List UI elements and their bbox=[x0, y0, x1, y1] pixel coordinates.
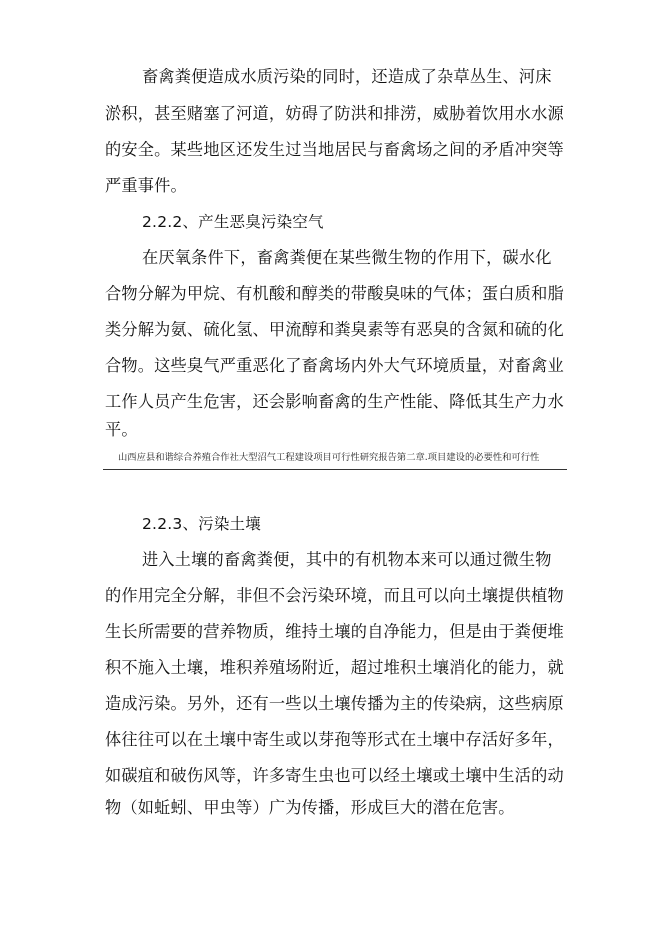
paragraph-line: 淤积，甚至赌塞了河道，妨碍了防洪和排涝，威胁着饮用水水源 bbox=[105, 104, 564, 123]
paragraph-line: 物（如蚯蚓、甲虫等）广为传播，形成巨大的潜在危害。 bbox=[105, 798, 515, 817]
paragraph-line: 类分解为氨、硫化氢、甲流醇和粪臭素等有恶臭的含氮和硫的化 bbox=[105, 320, 564, 339]
paragraph-line: 如碳疽和破伤风等，许多寄生虫也可以经土壤或土壤中生活的动 bbox=[105, 766, 564, 785]
page-footer-text: 山西应县和谐综合养殖合作社大型沼气工程建设项目可行性研究报告第二章.项目建设的必要性和可行性 bbox=[118, 452, 540, 463]
paragraph-line: 在厌氧条件下，畜禽粪便在某些微生物的作用下，碳水化 bbox=[142, 248, 552, 267]
paragraph-line: 进入土壤的畜禽粪便，其中的有机物本来可以通过微生物 bbox=[142, 550, 552, 569]
paragraph-line: 严重事件。 bbox=[105, 176, 187, 195]
paragraph-line: 生长所需要的营养物质，维持土壤的自净能力，但是由于粪便堆 bbox=[105, 622, 564, 641]
paragraph-line: 造成污染。另外，还有一些以土壤传播为主的传染病，这些病原 bbox=[105, 694, 564, 713]
section-heading-2-2-3: 2.2.3、污染土壤 bbox=[142, 515, 261, 533]
footer-divider bbox=[103, 469, 567, 470]
paragraph-line: 的作用完全分解，非但不会污染环境，而且可以向土壤提供植物 bbox=[105, 586, 564, 605]
paragraph-line: 的安全。某些地区还发生过当地居民与畜禽场之间的矛盾冲突等 bbox=[105, 140, 564, 159]
paragraph-line: 合物分解为甲烷、有机酸和醇类的带酸臭味的气体；蛋白质和脂 bbox=[105, 284, 564, 303]
paragraph-line: 畜禽粪便造成水质污染的同时，还造成了杂草丛生、河床 bbox=[142, 67, 552, 86]
paragraph-line: 体往往可以在土壤中寄生或以芽孢等形式在土壤中存活好多年， bbox=[105, 730, 564, 749]
paragraph-line: 积不施入土壤，堆积养殖场附近，超过堆积土壤消化的能力，就 bbox=[105, 658, 564, 677]
paragraph-line: 平。 bbox=[105, 420, 138, 439]
section-heading-2-2-2: 2.2.2、产生恶臭污染空气 bbox=[142, 213, 324, 231]
paragraph-line: 工作人员产生危害，还会影响畜禽的生产性能、降低其生产力水 bbox=[105, 392, 564, 411]
paragraph-line: 合物。这些臭气严重恶化了畜禽场内外大气环境质量，对畜禽业 bbox=[105, 356, 564, 375]
